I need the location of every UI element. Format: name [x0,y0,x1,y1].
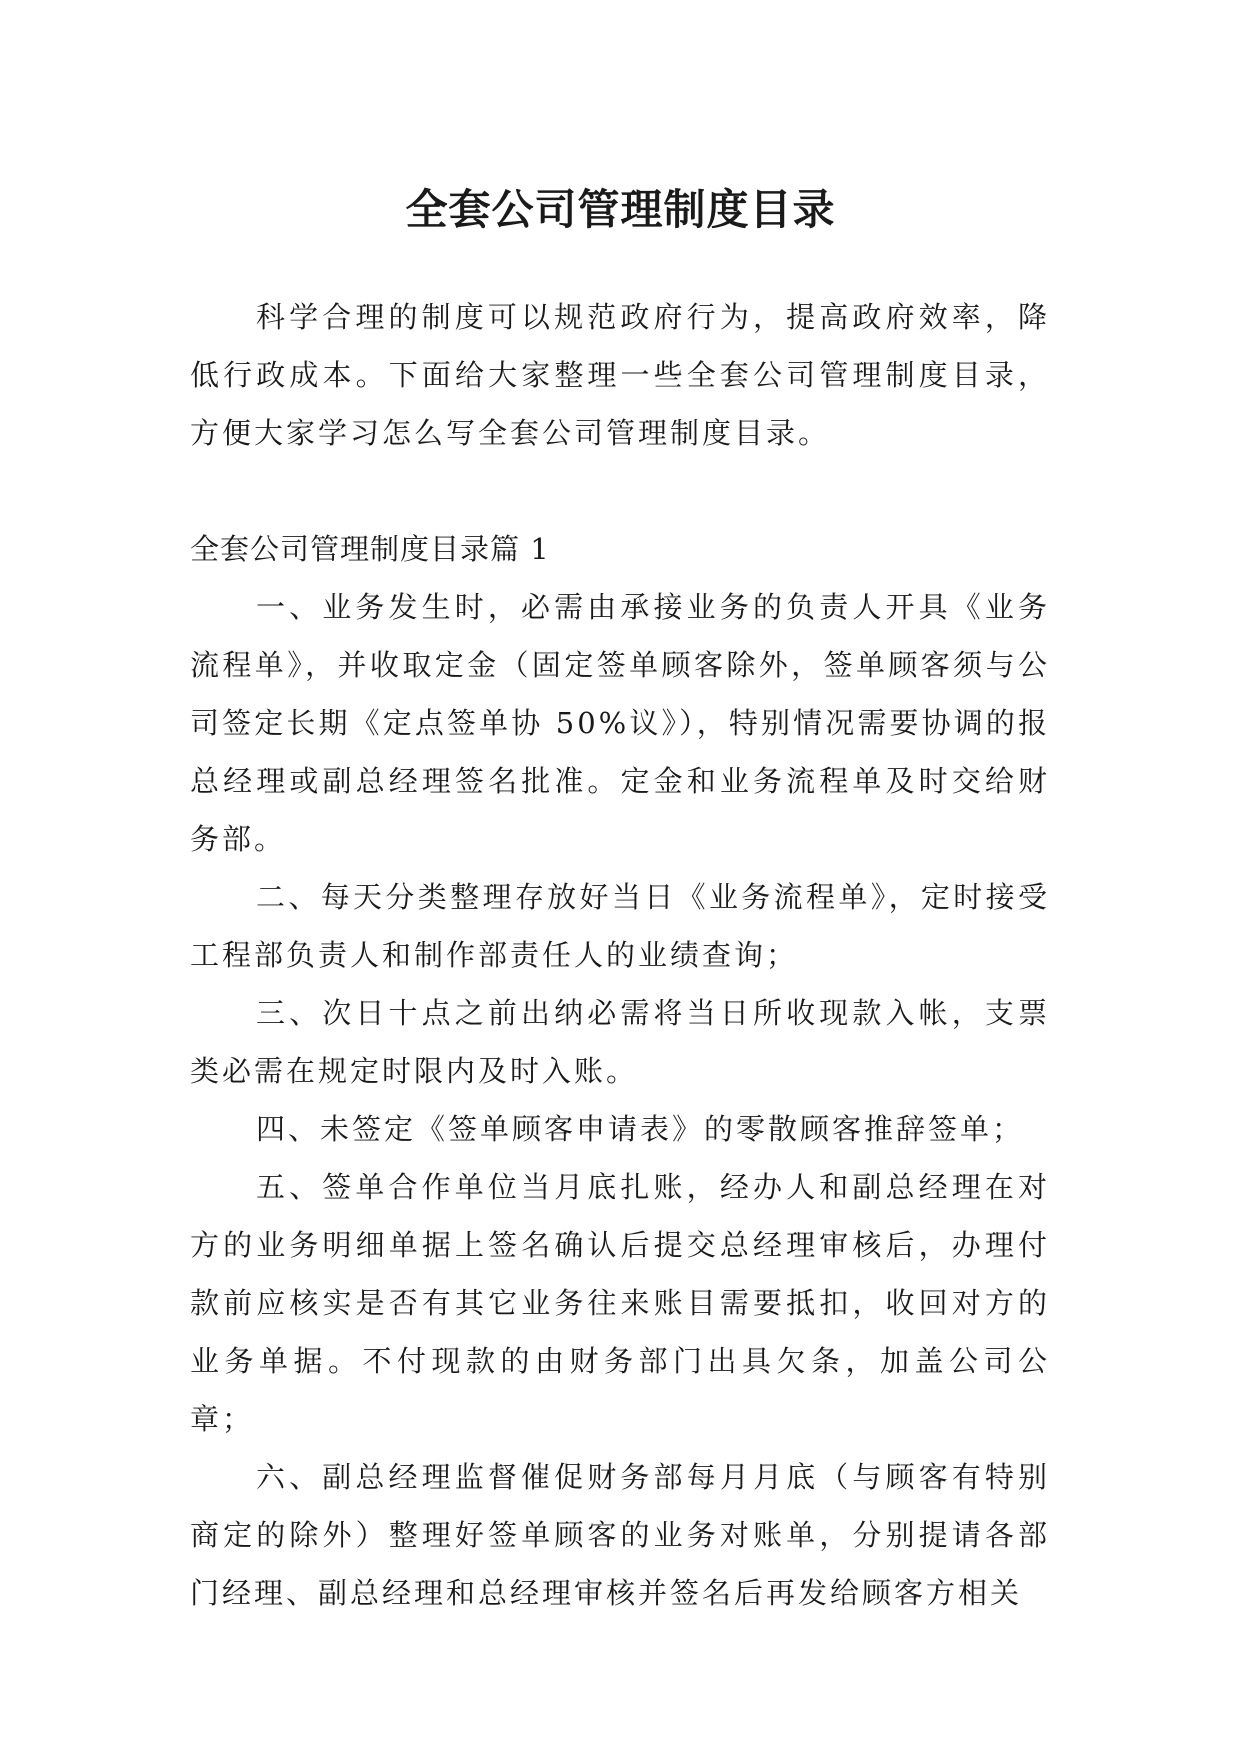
intro-paragraph: 科学合理的制度可以规范政府行为，提高政府效率，降低行政成本。下面给大家整理一些全套公司管理制度目录，方便大家学习怎么写全套公司管理制度目录。 [190,300,1050,450]
item-paragraph-6: 六、副总经理监督催促财务部每月月底（与顾客有特别商定的除外）整理好签单顾客的业务对账单，分别提请各部门经理、副总经理和总经理审核并签名后再发给顾客方相关 [190,1460,1050,1610]
item-paragraph-1: 一、业务发生时，必需由承接业务的负责人开具《业务流程单》，并收取定金（固定签单顾客除外，签单顾客须与公司签定长期《定点签单协 50%议》），特别情况需要协调的报总经理或副总经理签名批准。定金和业务流程单及时交给财务部。 [190,590,1050,856]
section-heading: 全套公司管理制度目录篇 1 [190,532,550,566]
item-paragraph-5: 五、签单合作单位当月底扎账，经办人和副总经理在对方的业务明细单据上签名确认后提交总经理审核后，办理付款前应核实是否有其它业务往来账目需要抵扣，收回对方的业务单据。不付现款的由财务部门出具欠条，加盖公司公章； [190,1170,1050,1436]
item-paragraph-2: 二、每天分类整理存放好当日《业务流程单》，定时接受工程部负责人和制作部责任人的业绩查询； [190,880,1050,972]
item-paragraph-3: 三、次日十点之前出纳必需将当日所收现款入帐，支票类必需在规定时限内及时入账。 [190,996,1050,1088]
document-body [190,288,1050,1622]
document-title: 全套公司管理制度目录 [405,185,836,235]
item-paragraph-4: 四、未签定《签单顾客申请表》的零散顾客推辞签单； [256,1112,1025,1146]
